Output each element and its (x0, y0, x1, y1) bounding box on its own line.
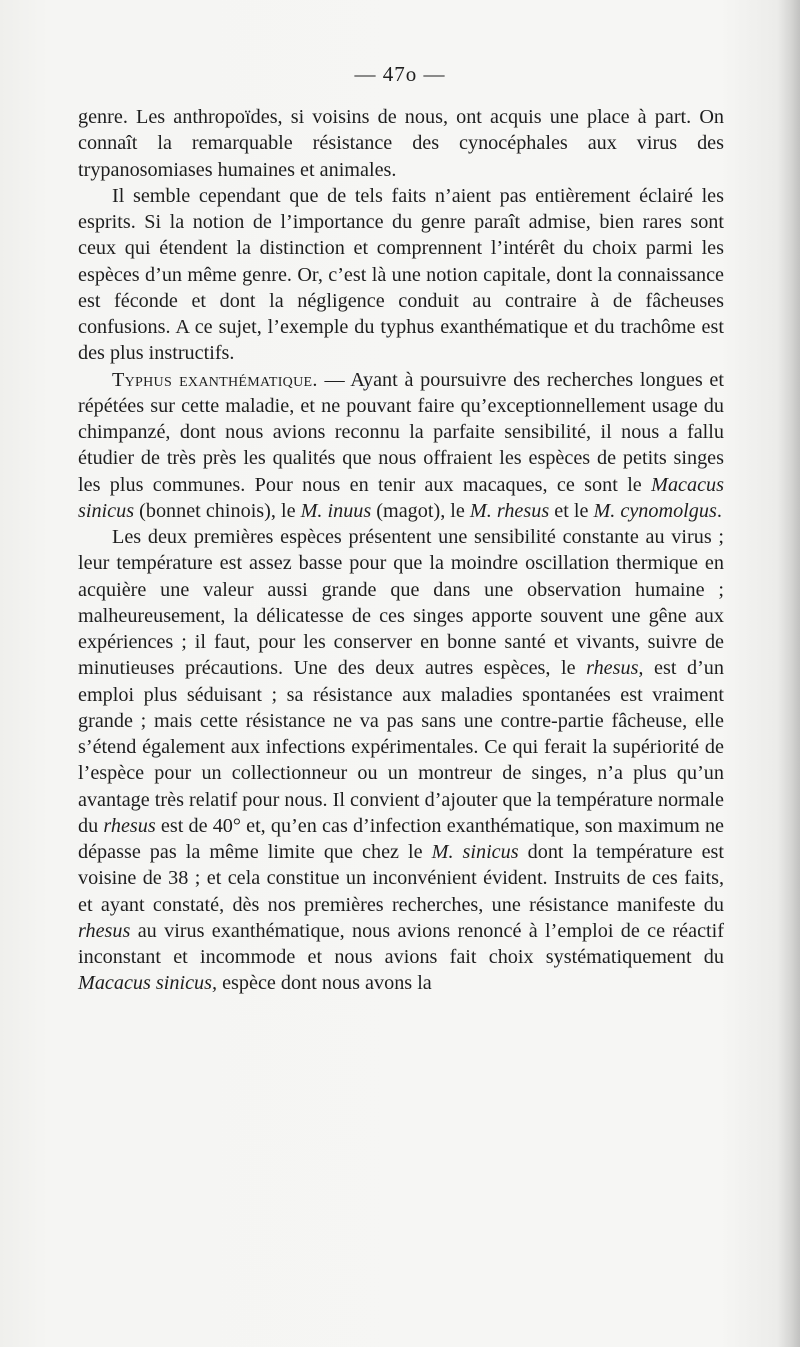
species-name: rhesus (103, 814, 156, 837)
paragraph-4-text-3: est de 40° et, qu’en cas d’infection exanthématique, son maximum ne dépasse pas la même limite que chez le (78, 814, 724, 863)
species-name: M. cynomolgus (593, 499, 717, 522)
species-name: Macacus sinicus (78, 473, 724, 522)
paragraph-4-text-1: Les deux premières espèces présentent une sensibilité constante au virus ; leur température est assez basse pour que la moindre oscillation thermique en acquière une valeur aussi grande que dans une observation humaine ; malheureusement, la délicatesse de ces singes apporte souvent une gêne aux expériences ; il faut, pour les conserver en bonne santé et vivants, suivre de minutieuses précautions. Une des deux autres espèces, le (78, 526, 724, 680)
paragraph-4-text-4: dont la température est voisine de 38 ; et cela constitue un inconvénient évident. Instruits de ces faits, et ayant constaté, dès nos premières recherches, une résistance manifeste du (78, 841, 725, 916)
paragraph-3-text-3: (magot), le (371, 499, 470, 522)
section-heading: Typhus exanthématique. (112, 368, 318, 391)
body-text (78, 104, 724, 997)
page-edge-shadow (778, 0, 800, 1347)
species-name: rhesus (78, 919, 131, 942)
paragraph-3-text-2: (bonnet chinois), le (134, 499, 301, 522)
species-name: M. sinicus (431, 841, 519, 863)
paragraph-3 (78, 367, 724, 525)
species-name: rhesus, (586, 657, 644, 680)
paragraph-1: genre. Les anthropoïdes, si voisins de nous, ont acquis une place à part. On connaît la remarquable résistance des cynocéphales aux virus des trypanosomiases humaines et animales. (78, 106, 724, 181)
paragraph-3-text-1: — Ayant à poursuivre des recherches longues et répétées sur cette maladie, et ne pouvant faire qu’exceptionnellement usage du chimpanzé, dont nous avions reconnu la parfaite sensibilité, il nous a fallu étudier de très près les qualités que nous offraient les espèces de petits singes les plus communes. Pour nous en tenir aux macaques, ce sont le (78, 368, 725, 496)
paragraph-4-text-5: au virus exanthématique, nous avions renoncé à l’emploi de ce réactif inconstant et incommode et nous avions fait choix systématiquement du (78, 919, 724, 968)
paragraph-3-text-5: . (716, 499, 722, 522)
species-name: M. rhesus (469, 499, 550, 522)
paragraph-3-text-4: et le (549, 499, 594, 522)
paragraph-4 (78, 524, 724, 997)
paragraph-2: Il semble cependant que de tels faits n’aient pas entièrement éclairé les esprits. Si la notion de l’importance du genre paraît admise, bien rares sont ceux qui étendent la distinction et comprennent l’intérêt du choix parmi les espèces d’un même genre. Or, c’est là une notion capitale, dont la connaissance est féconde et dont la négligence conduit au contraire à de fâcheuses confusions. A ce sujet, l’exemple du typhus exanthématique et du trachôme est des plus instructifs. (78, 184, 724, 365)
species-name: Macacus sinicus, (78, 972, 218, 995)
paragraph-4-text-2: est d’un emploi plus séduisant ; sa résistance aux maladies spontanées est vraiment grande ; mais cette résistance ne va pas sans une contre-partie fâcheuse, elle s’étend également aux infections expérimentales. Ce qui ferait la supériorité de l’espèce pour un collectionneur ou un montreur de singes, n’a plus qu’un avantage très relatif pour nous. Il convient d’ajouter que la température normale du (78, 657, 724, 837)
paragraph-4-text-6: espèce dont nous avons la (217, 972, 432, 995)
species-name: M. inuus (300, 499, 372, 522)
page-number: — 47o — (354, 62, 446, 86)
